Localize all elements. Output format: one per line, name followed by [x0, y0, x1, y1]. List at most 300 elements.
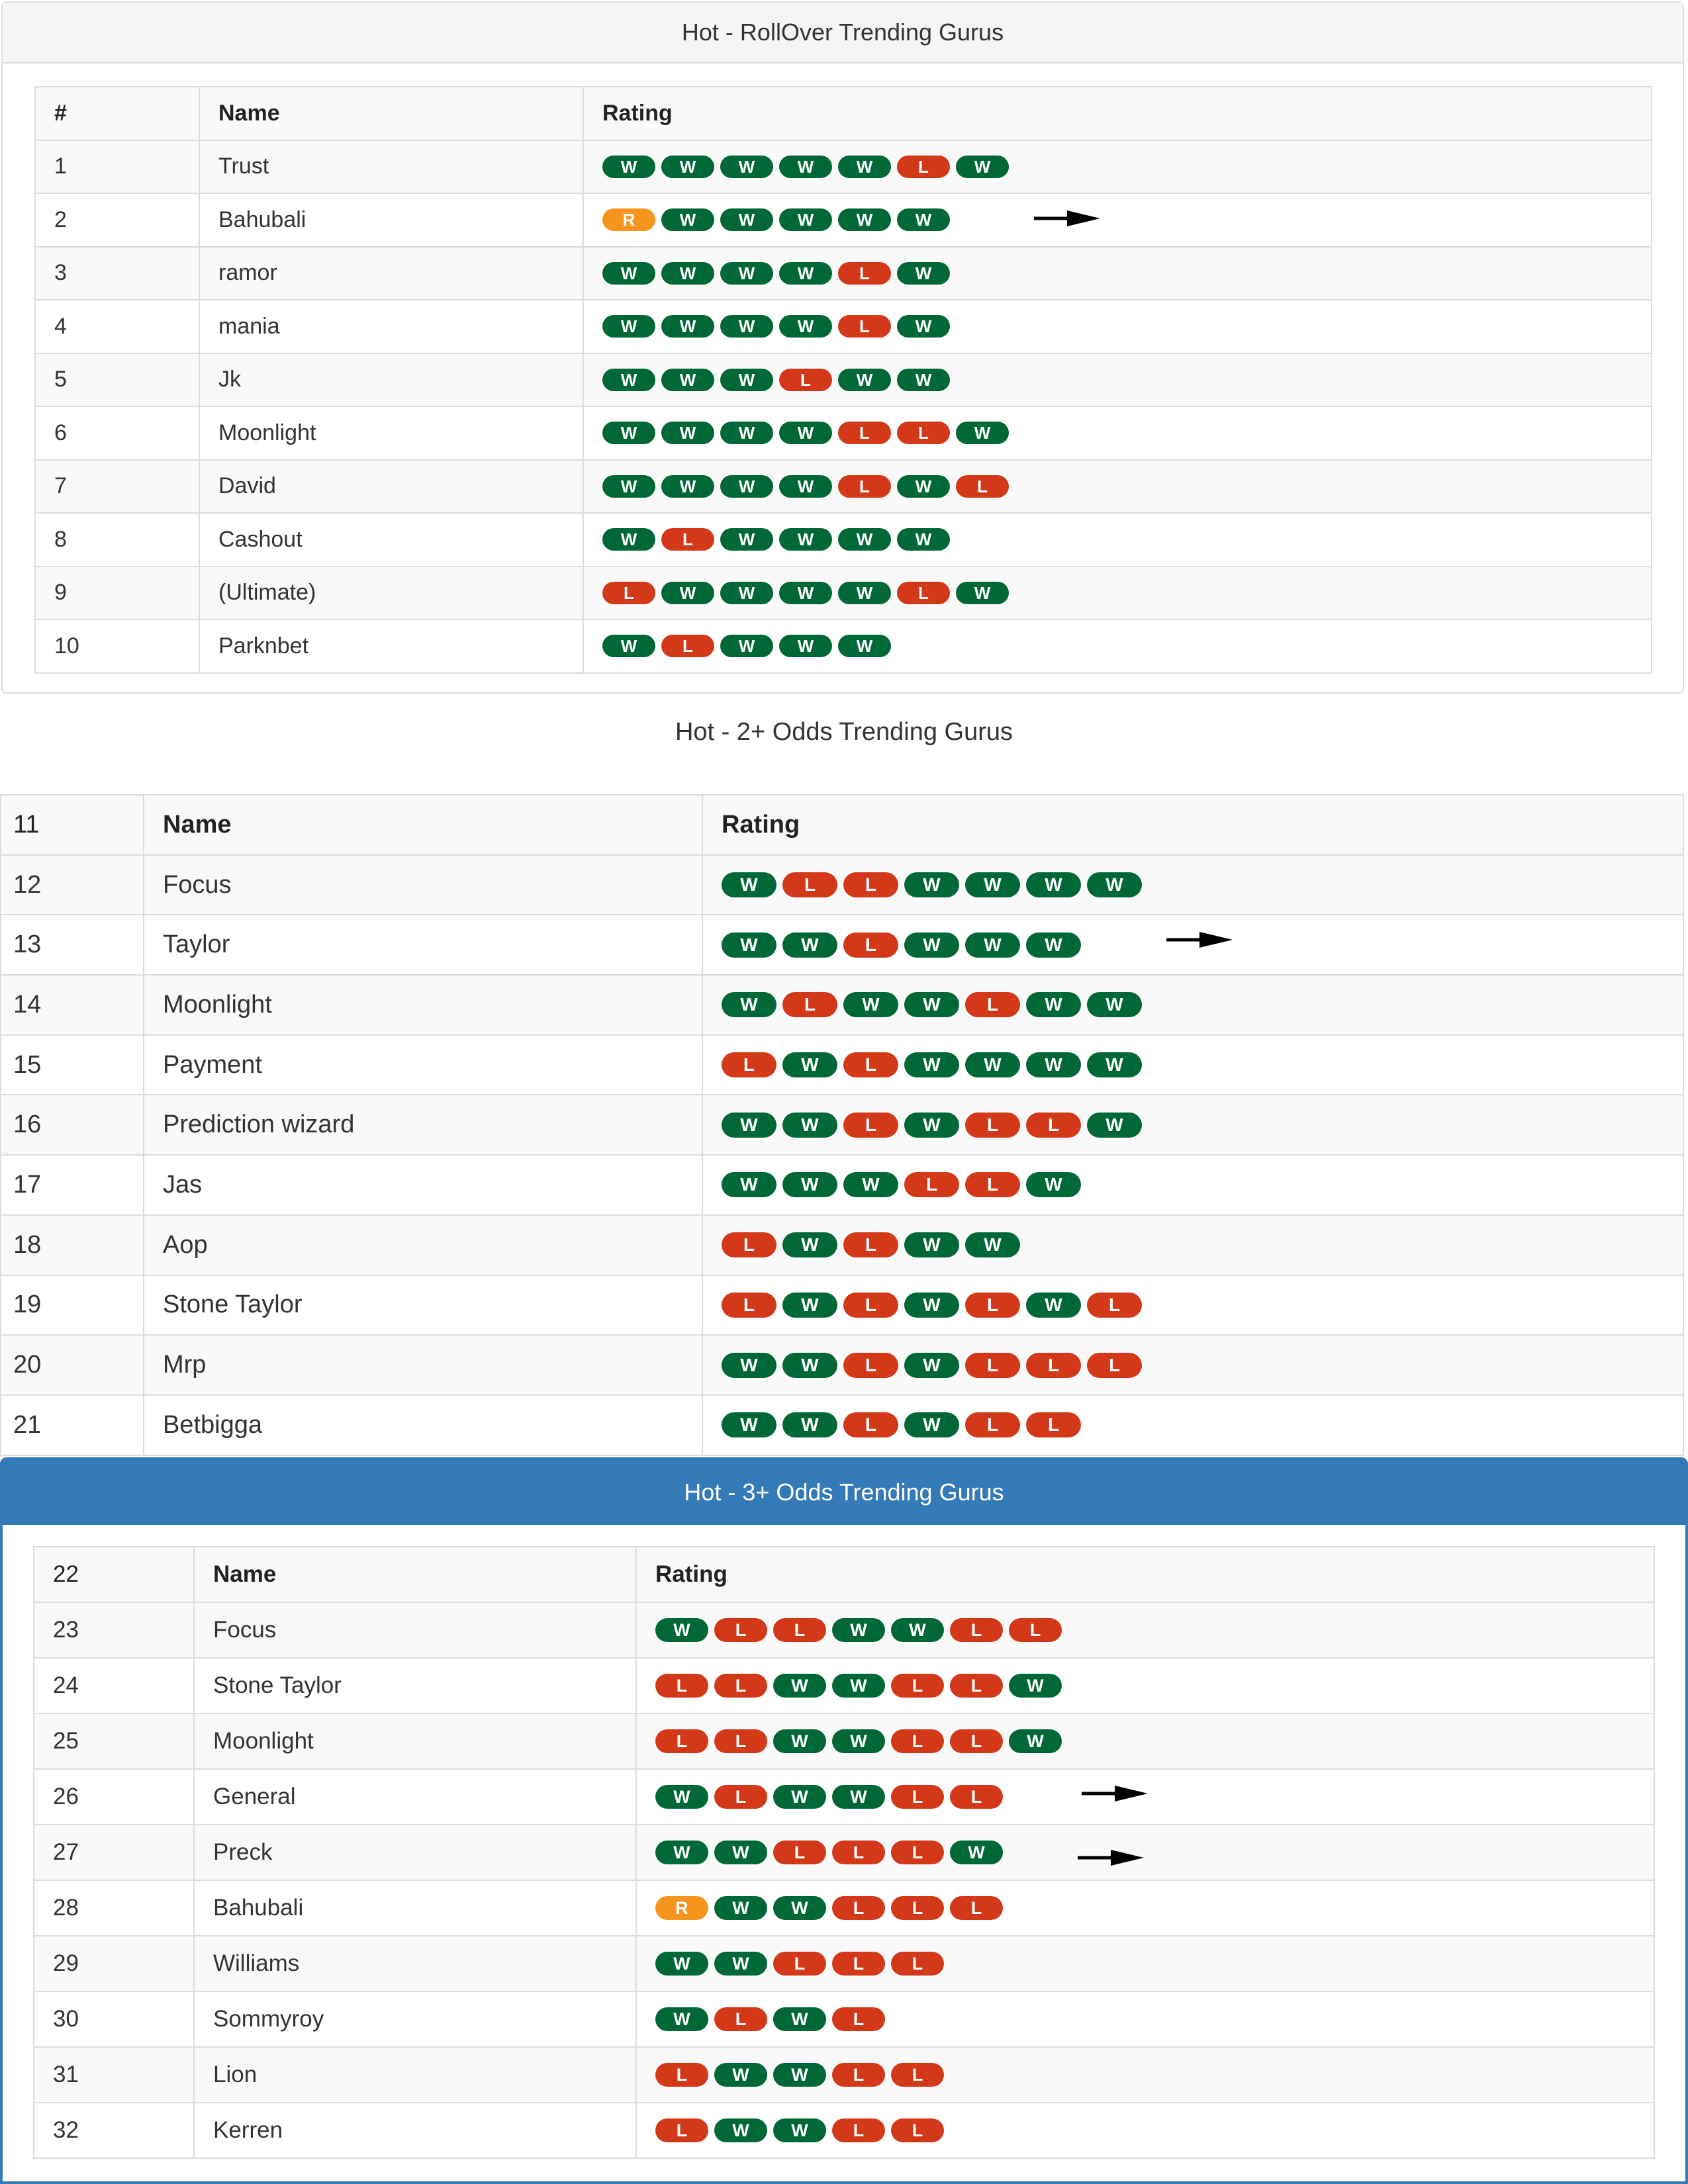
guru-name: Payment [144, 1035, 702, 1095]
table-row [1, 1395, 1683, 1455]
loss-badge: L [965, 992, 1020, 1017]
table-row [34, 1825, 1654, 1880]
loss-badge: L [843, 1353, 898, 1378]
right-arrow-icon [1082, 1784, 1148, 1803]
win-badge: W [714, 2118, 767, 2142]
loss-badge: L [1026, 1113, 1081, 1138]
win-badge: W [773, 2007, 826, 2031]
win-badge: W [661, 475, 714, 498]
win-badge: W [956, 582, 1009, 604]
win-badge: W [779, 582, 832, 604]
win-badge: W [782, 1412, 837, 1437]
win-badge: W [661, 315, 714, 338]
loss-badge: L [904, 1172, 959, 1197]
row-number: 1 [35, 140, 199, 194]
row-number: 4 [35, 300, 199, 353]
win-badge: W [891, 1618, 944, 1642]
win-badge: W [838, 156, 891, 178]
rating-cell [636, 2047, 1654, 2103]
table-row [1, 1095, 1683, 1155]
win-badge: W [965, 1052, 1020, 1077]
row-number: 28 [34, 1880, 194, 1936]
win-badge: W [782, 1052, 837, 1077]
rating-cell [583, 406, 1652, 460]
loss-badge: L [950, 1785, 1003, 1809]
win-badge: W [602, 475, 655, 498]
guru-name: Williams [194, 1936, 636, 1991]
win-badge: W [838, 208, 891, 231]
win-badge: W [661, 262, 714, 285]
column-header-rating: Rating [702, 795, 1683, 855]
guru-name: Bahubali [199, 193, 583, 247]
guru-name: Jk [199, 353, 583, 407]
win-badge: W [904, 1353, 959, 1378]
table-row [35, 247, 1652, 300]
rating-cell [636, 1602, 1654, 1658]
guru-name: ramor [199, 247, 583, 300]
win-badge: W [722, 1412, 776, 1437]
loss-badge: L [773, 1841, 826, 1864]
win-badge: W [773, 1674, 826, 1698]
two-odds-title: Hot - 2+ Odds Trending Gurus [675, 717, 1013, 746]
win-badge: W [1026, 1052, 1081, 1077]
win-badge: W [832, 1785, 885, 1809]
rating-cell [636, 2103, 1654, 2158]
guru-name: Moonlight [144, 975, 702, 1035]
rating-cell [583, 460, 1652, 514]
win-badge: W [602, 315, 655, 338]
win-badge: W [843, 1172, 898, 1197]
guru-name: mania [199, 300, 583, 353]
win-badge: W [773, 2063, 826, 2087]
row-number: 12 [1, 855, 144, 915]
guru-name: Bahubali [194, 1880, 636, 1936]
win-badge: W [722, 992, 776, 1017]
row-number: 18 [1, 1215, 144, 1275]
win-badge: W [950, 1841, 1003, 1864]
win-badge: W [1087, 992, 1142, 1017]
loss-badge: L [661, 635, 714, 657]
win-badge: W [843, 992, 898, 1017]
rollover-panel-title: Hot - RollOver Trending Gurus [3, 3, 1683, 64]
loss-badge: L [1087, 1293, 1142, 1318]
win-badge: W [714, 2063, 767, 2087]
loss-badge: L [1087, 1353, 1142, 1378]
rollover-badge: R [655, 1896, 708, 1920]
win-badge: W [779, 528, 832, 551]
win-badge: W [956, 422, 1009, 444]
rating-cell [702, 1215, 1683, 1275]
row-number: 17 [1, 1155, 144, 1215]
column-header-name: Name [144, 795, 702, 855]
loss-badge: L [655, 1729, 708, 1753]
loss-badge: L [950, 1729, 1003, 1753]
loss-badge: L [891, 2118, 944, 2142]
two-odds-table [0, 794, 1684, 1456]
loss-badge: L [950, 1674, 1003, 1698]
win-badge: W [720, 315, 773, 338]
rating-cell [702, 1335, 1683, 1395]
win-badge: W [602, 422, 655, 444]
loss-badge: L [843, 872, 898, 897]
guru-name: Prediction wizard [144, 1095, 702, 1155]
loss-badge: L [838, 262, 891, 285]
loss-badge: L [661, 528, 714, 551]
win-badge: W [904, 1113, 959, 1138]
table-row [34, 1713, 1654, 1769]
table-row [1, 1155, 1683, 1215]
win-badge: W [1087, 872, 1142, 897]
guru-name: Preck [194, 1825, 636, 1880]
guru-name: Stone Taylor [194, 1658, 636, 1713]
table-row [35, 406, 1652, 460]
loss-badge: L [773, 1952, 826, 1976]
loss-badge: L [891, 1729, 944, 1753]
win-badge: W [773, 1729, 826, 1753]
row-number: 6 [35, 406, 199, 460]
table-row [34, 1602, 1654, 1658]
table-row [34, 2047, 1654, 2103]
rating-cell [583, 619, 1652, 673]
win-badge: W [722, 1353, 776, 1378]
loss-badge: L [891, 1896, 944, 1920]
win-badge: W [904, 1412, 959, 1437]
win-badge: W [720, 369, 773, 391]
win-badge: W [722, 1113, 776, 1138]
loss-badge: L [1009, 1618, 1062, 1642]
win-badge: W [897, 262, 950, 285]
loss-badge: L [838, 422, 891, 444]
row-number: 8 [35, 513, 199, 567]
column-header-name: Name [194, 1547, 636, 1602]
rating-cell [702, 855, 1683, 915]
row-number: 15 [1, 1035, 144, 1095]
row-number: 5 [35, 353, 199, 407]
win-badge: W [838, 528, 891, 551]
loss-badge: L [843, 1052, 898, 1077]
win-badge: W [838, 635, 891, 657]
loss-badge: L [722, 1293, 776, 1318]
loss-badge: L [722, 1052, 776, 1077]
win-badge: W [782, 1293, 837, 1318]
table-header-row [35, 87, 1652, 140]
win-badge: W [720, 582, 773, 604]
win-badge: W [1009, 1674, 1062, 1698]
loss-badge: L [714, 1729, 767, 1753]
row-number: 32 [34, 2103, 194, 2158]
win-badge: W [661, 208, 714, 231]
win-badge: W [956, 156, 1009, 178]
guru-name: Focus [144, 855, 702, 915]
guru-name: Trust [199, 140, 583, 194]
win-badge: W [661, 369, 714, 391]
table-row [34, 1936, 1654, 1991]
rating-cell [636, 1658, 1654, 1713]
guru-name: (Ultimate) [199, 567, 583, 620]
rating-cell [636, 1825, 1654, 1880]
right-arrow-icon [1078, 1848, 1144, 1868]
rollover-badge: R [602, 208, 655, 231]
loss-badge: L [965, 1113, 1020, 1138]
loss-badge: L [891, 1674, 944, 1698]
win-badge: W [897, 475, 950, 498]
win-badge: W [1087, 1113, 1142, 1138]
win-badge: W [602, 528, 655, 551]
rating-cell [583, 567, 1652, 620]
loss-badge: L [897, 422, 950, 444]
win-badge: W [782, 933, 837, 958]
table-row [34, 1769, 1654, 1825]
win-badge: W [965, 872, 1020, 897]
table-header-row [34, 1547, 1654, 1602]
guru-name: Stone Taylor [144, 1275, 702, 1336]
win-badge: W [1026, 1293, 1081, 1318]
rating-cell [636, 1880, 1654, 1936]
table-row [1, 975, 1683, 1035]
table-row [1, 1335, 1683, 1395]
row-number: 31 [34, 2047, 194, 2103]
loss-badge: L [722, 1232, 776, 1257]
three-odds-table [33, 1546, 1655, 2159]
loss-badge: L [965, 1172, 1020, 1197]
row-number: 13 [1, 915, 144, 975]
win-badge: W [965, 933, 1020, 958]
rollover-table [34, 86, 1652, 674]
right-arrow-icon [1166, 930, 1233, 950]
win-badge: W [773, 1785, 826, 1809]
table-row [34, 2103, 1654, 2158]
table-row [35, 193, 1652, 247]
win-badge: W [782, 1232, 837, 1257]
win-badge: W [722, 933, 776, 958]
win-badge: W [779, 635, 832, 657]
win-badge: W [904, 933, 959, 958]
guru-name: Jas [144, 1155, 702, 1215]
column-header-num: 11 [1, 795, 144, 855]
win-badge: W [720, 528, 773, 551]
table-row [35, 353, 1652, 407]
loss-badge: L [897, 582, 950, 604]
loss-badge: L [1026, 1412, 1081, 1437]
win-badge: W [897, 528, 950, 551]
win-badge: W [904, 1052, 959, 1077]
win-badge: W [904, 1293, 959, 1318]
win-badge: W [602, 635, 655, 657]
win-badge: W [1026, 992, 1081, 1017]
win-badge: W [832, 1618, 885, 1642]
win-badge: W [779, 262, 832, 285]
loss-badge: L [714, 1674, 767, 1698]
win-badge: W [773, 1896, 826, 1920]
win-badge: W [897, 315, 950, 338]
win-badge: W [897, 208, 950, 231]
table-row [1, 1215, 1683, 1275]
win-badge: W [602, 369, 655, 391]
guru-name: Focus [194, 1602, 636, 1658]
table-row [34, 1991, 1654, 2047]
row-number: 10 [35, 619, 199, 673]
table-row [35, 619, 1652, 673]
column-header-num: 22 [34, 1547, 194, 1602]
column-header-name: Name [199, 87, 583, 140]
column-header-rating: Rating [583, 87, 1652, 140]
win-badge: W [782, 1113, 837, 1138]
loss-badge: L [1026, 1353, 1081, 1378]
row-number: 29 [34, 1936, 194, 1991]
guru-name: Moonlight [199, 406, 583, 460]
rating-cell [583, 193, 1652, 247]
guru-name: Lion [194, 2047, 636, 2103]
loss-badge: L [714, 1618, 767, 1642]
win-badge: W [773, 2118, 826, 2142]
guru-name: Moonlight [194, 1713, 636, 1769]
win-badge: W [904, 1232, 959, 1257]
loss-badge: L [950, 1618, 1003, 1642]
win-badge: W [838, 582, 891, 604]
row-number: 21 [1, 1395, 144, 1455]
table-row [34, 1880, 1654, 1936]
win-badge: W [602, 156, 655, 178]
table-row [35, 460, 1652, 514]
win-badge: W [714, 1841, 767, 1864]
loss-badge: L [965, 1412, 1020, 1437]
win-badge: W [720, 156, 773, 178]
win-badge: W [655, 1841, 708, 1864]
row-number: 25 [34, 1713, 194, 1769]
loss-badge: L [832, 2063, 885, 2087]
three-odds-panel-title: Hot - 3+ Odds Trending Gurus [3, 1460, 1685, 1525]
loss-badge: L [950, 1896, 1003, 1920]
row-number: 7 [35, 460, 199, 514]
win-badge: W [832, 1729, 885, 1753]
rating-cell [636, 1936, 1654, 1991]
rating-cell [702, 1395, 1683, 1455]
loss-badge: L [832, 2118, 885, 2142]
win-badge: W [779, 208, 832, 231]
column-header-rating: Rating [636, 1547, 1654, 1602]
loss-badge: L [965, 1353, 1020, 1378]
win-badge: W [904, 992, 959, 1017]
rating-cell [583, 513, 1652, 567]
rating-cell [583, 300, 1652, 353]
table-row [1, 855, 1683, 915]
loss-badge: L [782, 872, 837, 897]
win-badge: W [720, 208, 773, 231]
win-badge: W [779, 315, 832, 338]
row-number: 26 [34, 1769, 194, 1825]
row-number: 30 [34, 1991, 194, 2047]
win-badge: W [1026, 1172, 1081, 1197]
loss-badge: L [773, 1618, 826, 1642]
win-badge: W [714, 1952, 767, 1976]
win-badge: W [897, 369, 950, 391]
win-badge: W [779, 156, 832, 178]
guru-name: David [199, 460, 583, 514]
loss-badge: L [779, 369, 832, 391]
table-header-row [1, 795, 1683, 855]
guru-name: Taylor [144, 915, 702, 975]
loss-badge: L [832, 1896, 885, 1920]
win-badge: W [1009, 1729, 1062, 1753]
rating-cell [702, 975, 1683, 1035]
guru-name: Sommyroy [194, 1991, 636, 2047]
column-header-num: # [35, 87, 199, 140]
loss-badge: L [956, 475, 1009, 498]
win-badge: W [779, 475, 832, 498]
win-badge: W [720, 422, 773, 444]
loss-badge: L [655, 2118, 708, 2142]
table-row [1, 1035, 1683, 1095]
guru-name: Cashout [199, 513, 583, 567]
win-badge: W [661, 422, 714, 444]
loss-badge: L [891, 1841, 944, 1864]
win-badge: W [782, 1172, 837, 1197]
loss-badge: L [714, 1785, 767, 1809]
rating-cell [583, 140, 1652, 194]
win-badge: W [1026, 933, 1081, 958]
row-number: 23 [34, 1602, 194, 1658]
loss-badge: L [843, 1232, 898, 1257]
rating-cell [702, 1035, 1683, 1095]
win-badge: W [602, 262, 655, 285]
row-number: 9 [35, 567, 199, 620]
win-badge: W [722, 872, 776, 897]
loss-badge: L [891, 2063, 944, 2087]
loss-badge: L [897, 156, 950, 178]
row-number: 14 [1, 975, 144, 1035]
loss-badge: L [838, 315, 891, 338]
guru-name: Parknbet [199, 619, 583, 673]
loss-badge: L [832, 2007, 885, 2031]
rating-cell [636, 1991, 1654, 2047]
row-number: 19 [1, 1275, 144, 1336]
loss-badge: L [843, 1293, 898, 1318]
row-number: 27 [34, 1825, 194, 1880]
table-row [1, 1275, 1683, 1336]
row-number: 24 [34, 1658, 194, 1713]
loss-badge: L [832, 1841, 885, 1864]
row-number: 2 [35, 193, 199, 247]
rating-cell [583, 247, 1652, 300]
win-badge: W [655, 1785, 708, 1809]
loss-badge: L [832, 1952, 885, 1976]
guru-name: Mrp [144, 1335, 702, 1395]
win-badge: W [838, 369, 891, 391]
loss-badge: L [843, 1412, 898, 1437]
loss-badge: L [782, 992, 837, 1017]
rating-cell [636, 1713, 1654, 1769]
win-badge: W [655, 2007, 708, 2031]
win-badge: W [720, 635, 773, 657]
guru-name: General [194, 1769, 636, 1825]
table-row [35, 140, 1652, 194]
loss-badge: L [838, 475, 891, 498]
win-badge: W [832, 1674, 885, 1698]
win-badge: W [655, 1952, 708, 1976]
guru-name: Betbigga [144, 1395, 702, 1455]
loss-badge: L [655, 1674, 708, 1698]
win-badge: W [904, 872, 959, 897]
win-badge: W [722, 1172, 776, 1197]
win-badge: W [720, 475, 773, 498]
win-badge: W [720, 262, 773, 285]
rating-cell [702, 1275, 1683, 1336]
rating-cell [702, 1155, 1683, 1215]
right-arrow-icon [1034, 208, 1100, 228]
rating-cell [702, 1095, 1683, 1155]
loss-badge: L [714, 2007, 767, 2031]
table-row [35, 513, 1652, 567]
